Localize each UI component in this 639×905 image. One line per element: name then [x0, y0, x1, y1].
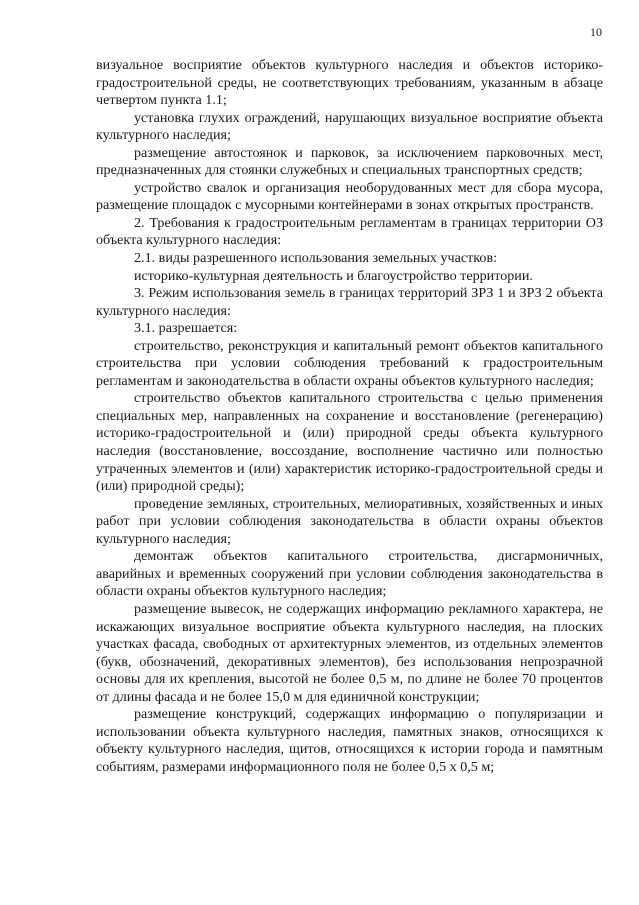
paragraph: 3. Режим использования земель в границах территорий ЗРЗ 1 и ЗРЗ 2 объекта культурного наследия:	[96, 285, 603, 319]
paragraph: демонтаж объектов капитального строительства, дисгармоничных, аварийных и временных сооружений при условии соблюдения законодательства в области охраны объектов культурного наследия;	[96, 548, 603, 600]
paragraph: 2. Требования к градостроительным регламентам в границах территории ОЗ объекта культурного наследия:	[96, 214, 603, 249]
paragraph: размещение автостоянок и парковок, за исключением парковочных мест, предназначенных для стоянки служебных и специальных транспортных средств;	[96, 144, 603, 179]
paragraph: размещение вывесок, не содержащих информацию рекламного характера, не искажающих визуальное восприятие объекта культурного наследия, на плоских участках фасада, свободных от архитектурных элементов, из отдельных элементов (букв, обозначений, декоративных элементов), без использования непрозрачной основы для их крепления, высотой не более 0,5 м, по длине не более 70 процентов от длины фасада и не более 15,0 м для единичной конструкции;	[96, 600, 603, 705]
paragraph: историко-культурная деятельность и благоустройство территории.	[134, 267, 533, 284]
paragraph: строительство объектов капитального строительства с целью применения специальных мер, направленных на сохранение и восстановление (регенерацию) историко-градостроительной и (или) природной среды объекта культурного наследия (восстановление, воссоздание, восполнение частично или полностью утраченных элементов и (или) характеристик историко-градостроительной среды и (или) природной среды);	[96, 390, 603, 495]
paragraph: строительство, реконструкция и капитальный ремонт объектов капитального строительства при условии соблюдения требований к градостроительным регламентам и законодательства в области охраны объектов культурного наследия;	[96, 337, 603, 389]
paragraph: установка глухих ограждений, нарушающих визуальное восприятие объекта культурного наследия;	[96, 109, 603, 144]
paragraph: размещение конструкций, содержащих информацию о популяризации и использовании объекта культурного наследия, памятных знаков, относящихся к объекту культурного наследия, щитов, относящихся к истории города и памятным событиям, размерами информационного поля не более 0,5 х 0,5 м;	[96, 706, 603, 775]
paragraph: устройство свалок и организация необорудованных мест для сбора мусора, размещение площадок с мусорными контейнерами в зонах открытых пространств.	[96, 179, 603, 214]
paragraph: визуальное восприятие объектов культурного наследия и объектов историко-градостроительной среды, не соответствующих требованиям, указанным в абзаце четвертом пункта 1.1;	[96, 57, 603, 109]
page-number: 10	[590, 25, 602, 39]
paragraph: проведение земляных, строительных, мелиоративных, хозяйственных и иных работ при условии соблюдения законодательства в области охраны объектов культурного наследия;	[96, 495, 603, 547]
paragraph: 3.1. разрешается:	[134, 320, 238, 337]
paragraph: 2.1. виды разрешенного использования земельных участков:	[134, 250, 498, 267]
document-body	[96, 57, 603, 776]
